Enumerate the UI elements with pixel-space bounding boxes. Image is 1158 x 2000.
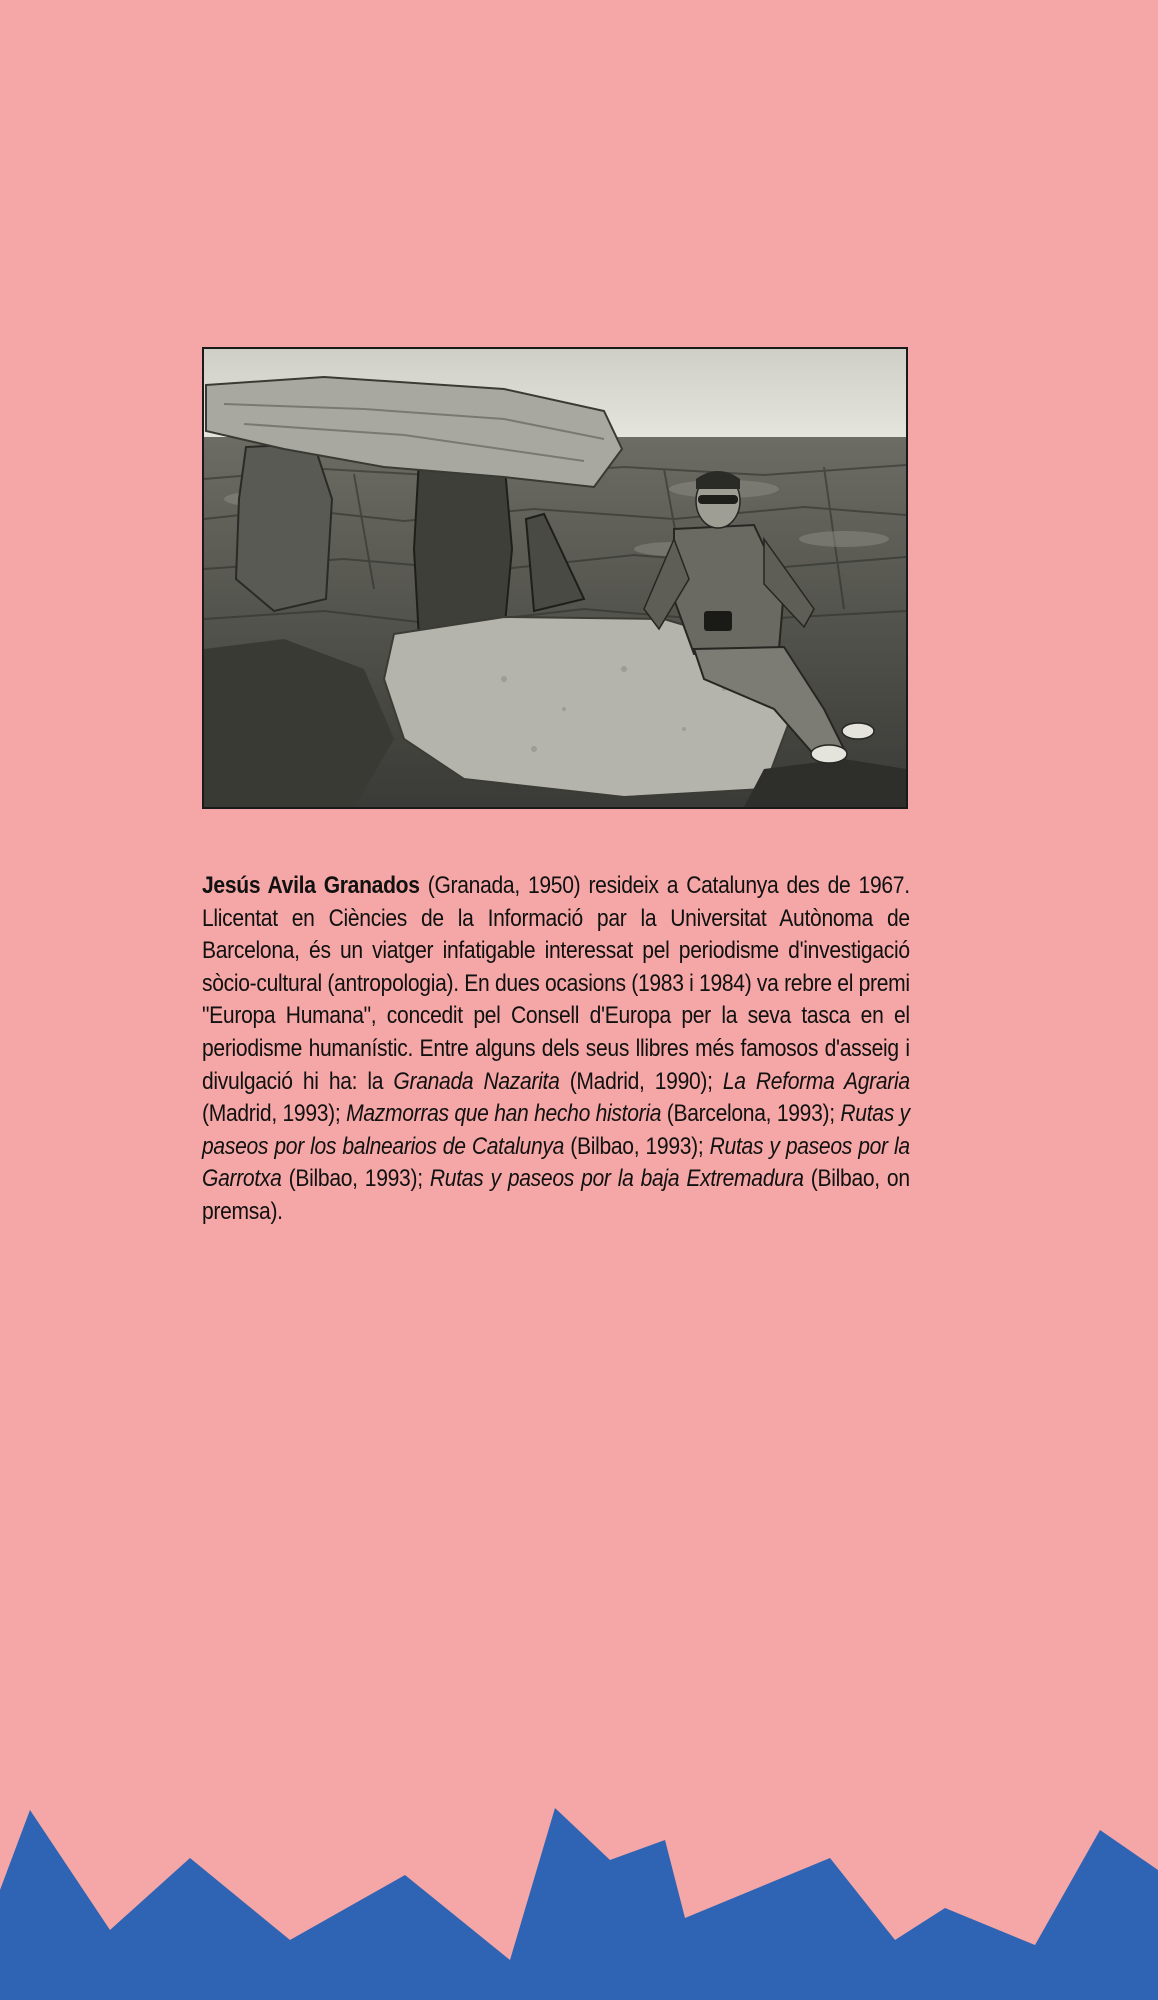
book-title-reforma-agraria: La Reforma Agraria	[722, 1067, 910, 1095]
book-title-granada-nazarita: Granada Nazarita	[393, 1067, 560, 1095]
bio-text-6: (Bilbao, 1993);	[281, 1165, 430, 1193]
author-photo	[202, 347, 908, 809]
book-title-extremadura: Rutas y paseos por la baja Extremadura	[429, 1165, 804, 1193]
book-title-garrotxa: Rutas y paseos por la Garrotxa	[202, 1132, 910, 1193]
bio-text-1: (Granada, 1950) resideix a Catalunya des de 1967. Llicentat en Ciències de la Informació par la Universitat Autònoma de Barcelona, és un viatger infatigable interessat pel periodisme d'investigació sòcio-cultural (antropologia). En dues ocasions (1983 i 1984) va rebre el premi "Europa Humana", concedit pel Consell d'Europa per la seva tasca en el periodisme humanístic. Entre alguns dels seus llibres més famosos d'asseig i divulgació hi ha: la	[202, 872, 910, 1095]
bio-text-7: (Bilbao, on premsa).	[202, 1165, 910, 1225]
bio-text-5: (Bilbao, 1993);	[564, 1132, 710, 1160]
bio-text-4: (Barcelona, 1993);	[661, 1100, 841, 1128]
standing-stone-left	[236, 444, 332, 611]
author-name: Jesús Avila Granados	[202, 872, 420, 899]
mountain-decoration	[0, 1800, 1158, 2000]
mountain-shape	[0, 1808, 1158, 2000]
author-biography	[202, 870, 910, 1229]
book-title-balnearios: Rutas y paseos por los balnearios de Catalunya	[202, 1100, 910, 1160]
bio-text-3: (Madrid, 1993);	[202, 1100, 347, 1128]
dolmen-photo-illustration	[204, 349, 906, 807]
bio-text-2: (Madrid, 1990);	[559, 1067, 723, 1095]
standing-stone-center	[414, 457, 512, 639]
book-title-mazmorras: Mazmorras que han hecho historia	[346, 1100, 662, 1128]
